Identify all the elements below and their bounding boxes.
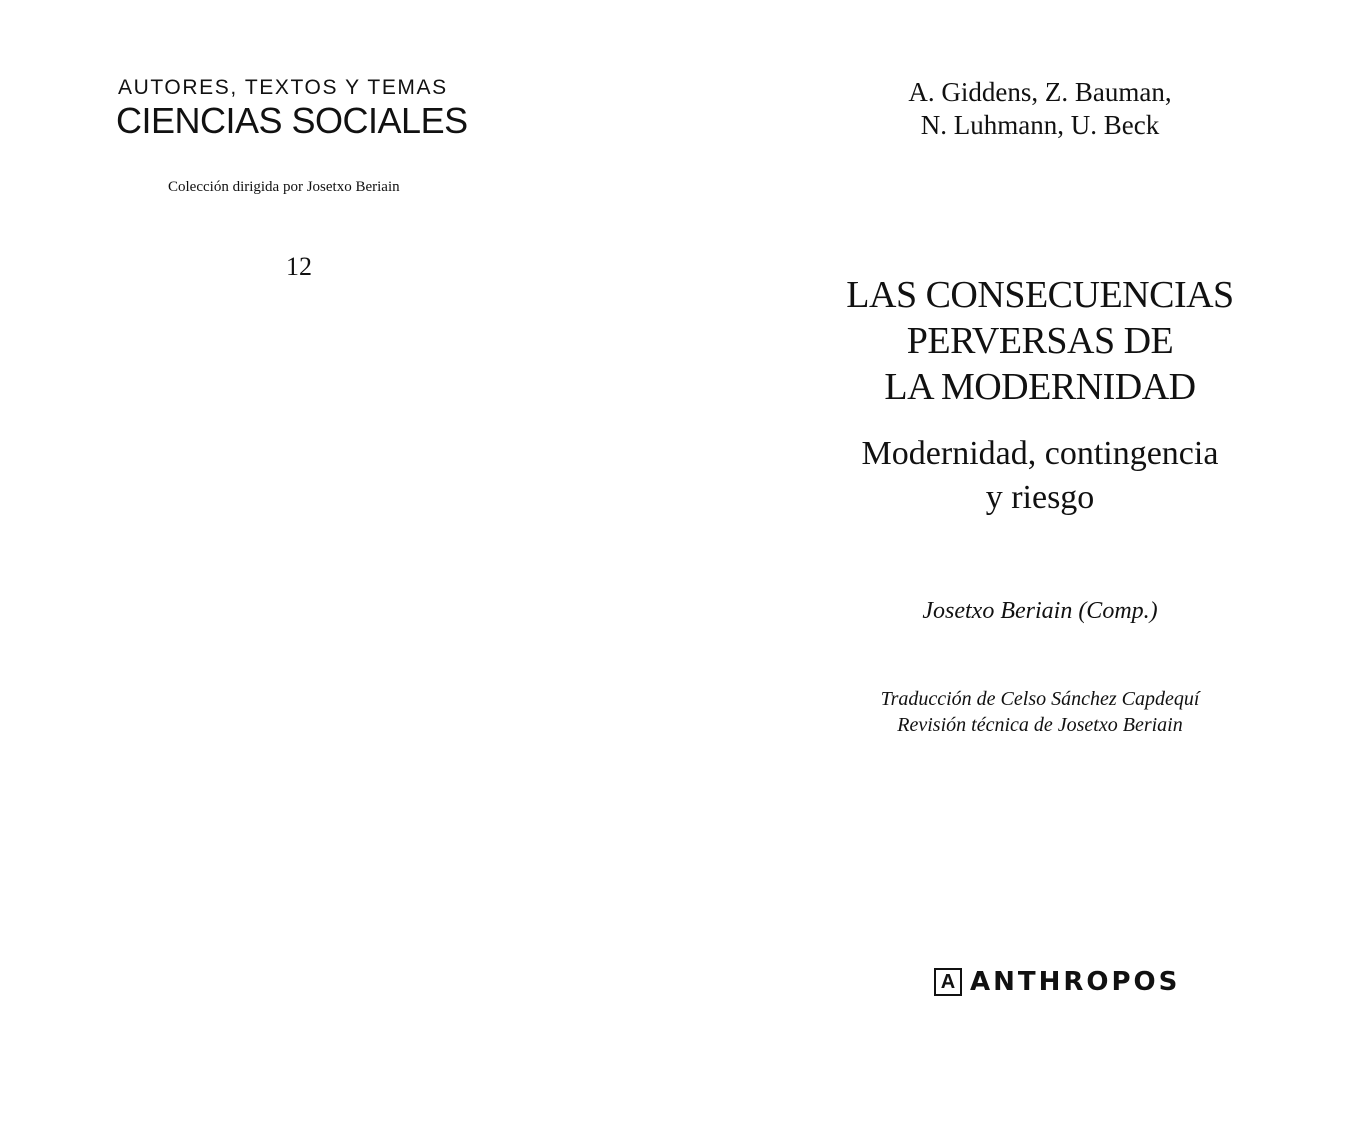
compiler: Josetxo Beriain (Comp.) xyxy=(922,598,1158,624)
series-director: Colección dirigida por Josetxo Beriain xyxy=(168,179,400,195)
publisher-logo xyxy=(934,966,1180,998)
publisher-mark-icon: A xyxy=(934,968,962,996)
subtitle-line: Modernidad, contingencia xyxy=(861,435,1219,472)
title-line: LA MODERNIDAD xyxy=(884,366,1196,408)
credits xyxy=(780,686,1300,738)
title-line: PERVERSAS DE xyxy=(906,320,1174,362)
publisher-name: ANTHROPOS xyxy=(970,967,1181,997)
title-line: LAS CONSECUENCIAS xyxy=(846,274,1234,316)
series-subject: CIENCIAS SOCIALES xyxy=(116,100,468,141)
authors-line: N. Luhmann, U. Beck xyxy=(920,110,1160,140)
left-page xyxy=(0,0,640,1132)
volume-number: 12 xyxy=(286,252,312,281)
series-name: AUTORES, TEXTOS Y TEMAS xyxy=(118,76,448,99)
subtitle-line: y riesgo xyxy=(985,479,1095,516)
authors-line: A. Giddens, Z. Bauman, xyxy=(908,77,1172,107)
authors xyxy=(780,76,1300,142)
book-title xyxy=(780,272,1300,410)
book-subtitle xyxy=(780,432,1300,520)
translation-credit: Traducción de Celso Sánchez Capdequí xyxy=(880,688,1200,710)
right-page xyxy=(640,0,1358,1132)
technical-review-credit: Revisión técnica de Josetxo Beriain xyxy=(897,714,1183,736)
